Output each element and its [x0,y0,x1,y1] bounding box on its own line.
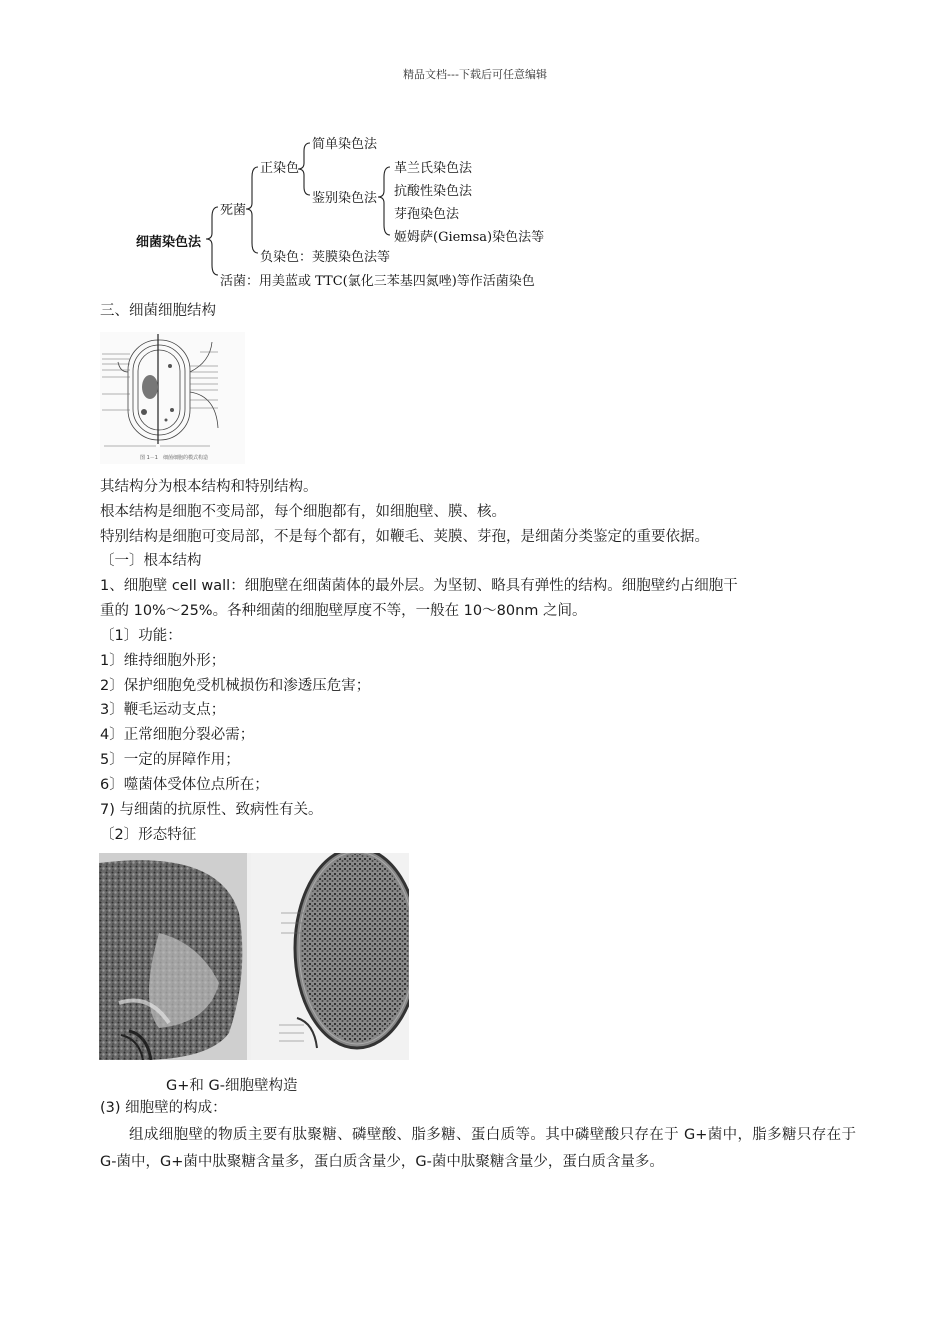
figure-caption: 图 1－1 细菌细胞的模式构造 [140,455,208,461]
tree-positive: 正染色 [260,161,300,176]
function-7: 7) 与细菌的抗原性、致病性有关。 [100,802,323,818]
line-3: 特别结构是细胞可变局部，不是每个都有，如鞭毛、荚膜、芽孢，是细菌分类鉴定的重要依据。 [100,529,709,545]
cell-wall-micrograph [99,853,409,1060]
tree-negative: 负染色：荚膜染色法等 [260,250,391,265]
staining-tree [130,125,570,295]
cell-schematic [100,332,245,464]
tree-root: 细菌染色法 [136,235,202,250]
tree-live: 活菌：用美蓝或 TTC(氯化三苯基四氮唑)等作活菌染色 [220,274,535,289]
function-1: 1〕维持细胞外形； [100,653,226,669]
composition-paragraph: 组成细胞壁的物质主要有肽聚糖、磷壁酸、脂多糖、蛋白质等。其中磷壁酸只存在于 G+菌中，脂多糖只存在于 G-菌中，G+菌中肽聚糖含量多，蛋白质含量少，G-菌中肽聚糖含量少，蛋白质含量多。 [100,1127,856,1170]
line-1: 其结构分为根本结构和特别结构。 [100,479,318,495]
function-6: 6〕噬菌体受体位点所在； [100,777,269,793]
line-4: 〔一〕根本结构 [100,553,202,569]
function-2: 2〕保护细胞免受机械损伤和渗透压危害； [100,678,371,694]
function-4: 4〕正常细胞分裂必需； [100,727,255,743]
line-8: 〔2〕形态特征 [100,827,197,843]
line-6: 重的 10%～25%。各种细菌的细胞壁厚度不等，一般在 10～80nm 之间。 [100,603,587,619]
tree-simple: 简单染色法 [312,137,378,152]
tree-acidfast: 抗酸性染色法 [394,184,473,199]
tree-differential: 鉴别染色法 [312,191,378,206]
tree-spore: 芽孢染色法 [394,207,460,222]
page-header: 精品文档---下载后可任意编辑 [403,68,547,81]
micrograph-image [99,853,409,1060]
tree-gram: 革兰氏染色法 [394,161,473,176]
bacterial-cell-diagram [100,332,245,464]
subsection-composition: (3) 细胞壁的构成： [100,1100,227,1116]
function-3: 3〕鞭毛运动支点； [100,702,226,718]
tree-giemsa: 姬姆萨(Giemsa)染色法等 [394,230,545,245]
line-2: 根本结构是细胞不变局部，每个细胞都有，如细胞壁、膜、核。 [100,504,506,520]
section-title: 三、细菌细胞结构 [100,303,216,319]
micrograph-caption: G+和 G-细胞壁构造 [166,1078,298,1094]
tree-dead: 死菌 [220,203,247,218]
function-5: 5〕一定的屏障作用； [100,752,240,768]
line-7: 〔1〕功能： [100,628,182,644]
line-5: 1、细胞壁 cell wall：细胞壁在细菌菌体的最外层。为坚韧、略具有弹性的结构。细胞壁约占细胞干 [100,578,738,594]
